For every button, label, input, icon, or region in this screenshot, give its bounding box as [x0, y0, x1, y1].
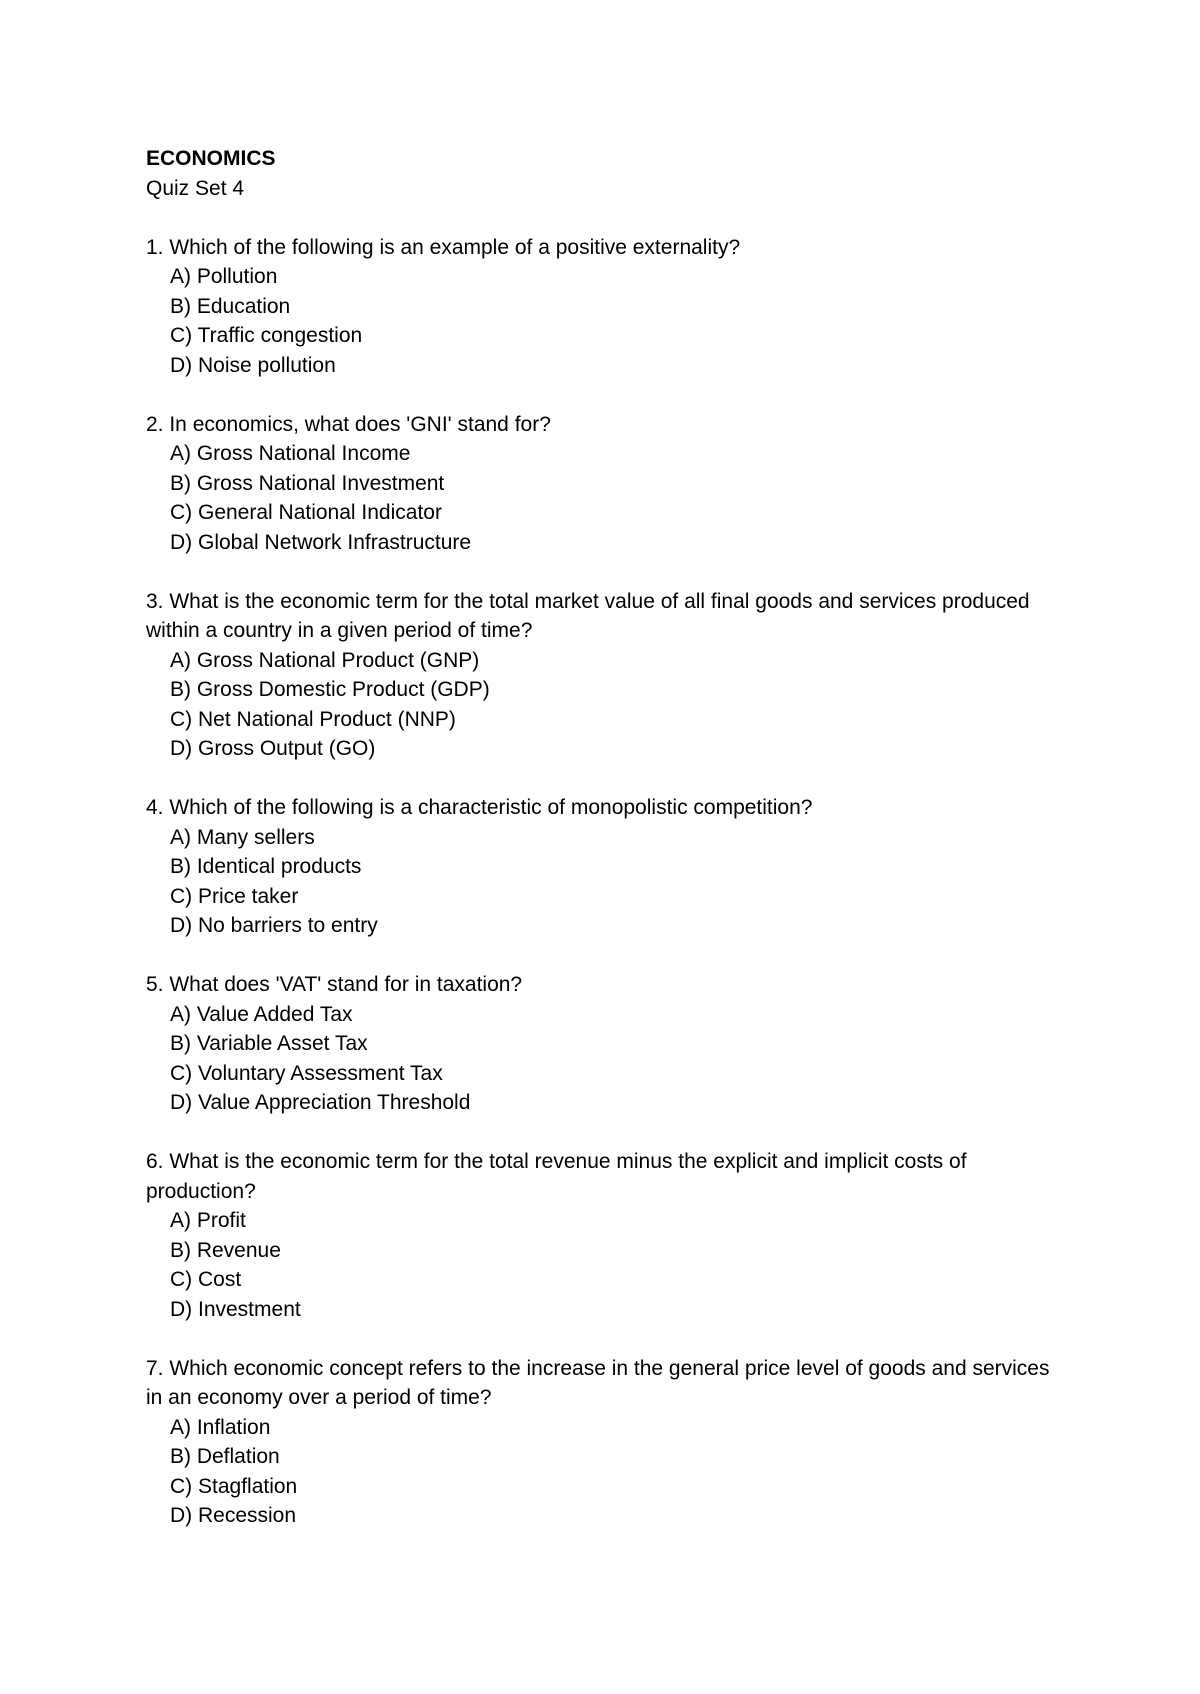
question-text: 5. What does 'VAT' stand for in taxation?	[146, 973, 523, 996]
question-text: 1. Which of the following is an example of a positive externality?	[146, 235, 741, 259]
question-7	[146, 1354, 1066, 1531]
document-title: ECONOMICS	[146, 147, 276, 170]
option-a: A) Value Added Tax	[170, 1002, 353, 1026]
option-a: A) Gross National Product (GNP)	[170, 648, 480, 672]
question-4	[146, 793, 1066, 941]
question-text: 7. Which economic concept refers to the increase in the general price level of goods and services in an economy over a period of time?	[146, 1356, 1050, 1409]
option-b: B) Revenue	[170, 1238, 281, 1262]
option-d: D) Gross Output (GO)	[170, 737, 376, 760]
option-d: D) Investment	[170, 1297, 301, 1321]
option-c: C) Net National Product (NNP)	[170, 707, 456, 731]
option-d: D) Global Network Infrastructure	[170, 530, 472, 554]
option-b: B) Education	[170, 294, 291, 318]
option-b: B) Identical products	[170, 855, 362, 878]
option-b: B) Variable Asset Tax	[170, 1032, 368, 1055]
question-text: 4. Which of the following is a characteristic of monopolistic competition?	[146, 796, 813, 819]
option-d: D) No barriers to entry	[170, 914, 378, 937]
option-c: C) Stagflation	[170, 1474, 298, 1498]
question-text: 2. In economics, what does 'GNI' stand for?	[146, 412, 551, 436]
option-d: D) Value Appreciation Threshold	[170, 1091, 471, 1114]
question-1	[146, 233, 1066, 381]
option-a: A) Pollution	[170, 265, 278, 288]
option-c: C) Traffic congestion	[170, 324, 363, 347]
question-6	[146, 1147, 1066, 1324]
option-c: C) Voluntary Assessment Tax	[170, 1061, 443, 1085]
option-a: A) Inflation	[170, 1415, 271, 1439]
option-c: C) Cost	[170, 1268, 242, 1291]
question-text: 6. What is the economic term for the total revenue minus the explicit and implicit costs of production?	[146, 1150, 967, 1203]
option-d: D) Recession	[170, 1504, 297, 1527]
question-text: 3. What is the economic term for the total market value of all final goods and services produced within a country in a given period of time?	[146, 589, 1030, 642]
question-2	[146, 410, 1066, 558]
option-c: C) Price taker	[170, 884, 299, 908]
option-b: B) Gross National Investment	[170, 471, 445, 495]
document-content	[146, 144, 1066, 1531]
question-3	[146, 587, 1066, 764]
question-5	[146, 970, 1066, 1118]
option-d: D) Noise pollution	[170, 353, 336, 377]
option-a: A) Profit	[170, 1209, 246, 1232]
option-a: A) Gross National Income	[170, 442, 411, 465]
document-subtitle: Quiz Set 4	[146, 176, 245, 200]
option-a: A) Many sellers	[170, 825, 315, 849]
option-c: C) General National Indicator	[170, 501, 442, 524]
option-b: B) Gross Domestic Product (GDP)	[170, 678, 490, 701]
option-b: B) Deflation	[170, 1445, 280, 1468]
